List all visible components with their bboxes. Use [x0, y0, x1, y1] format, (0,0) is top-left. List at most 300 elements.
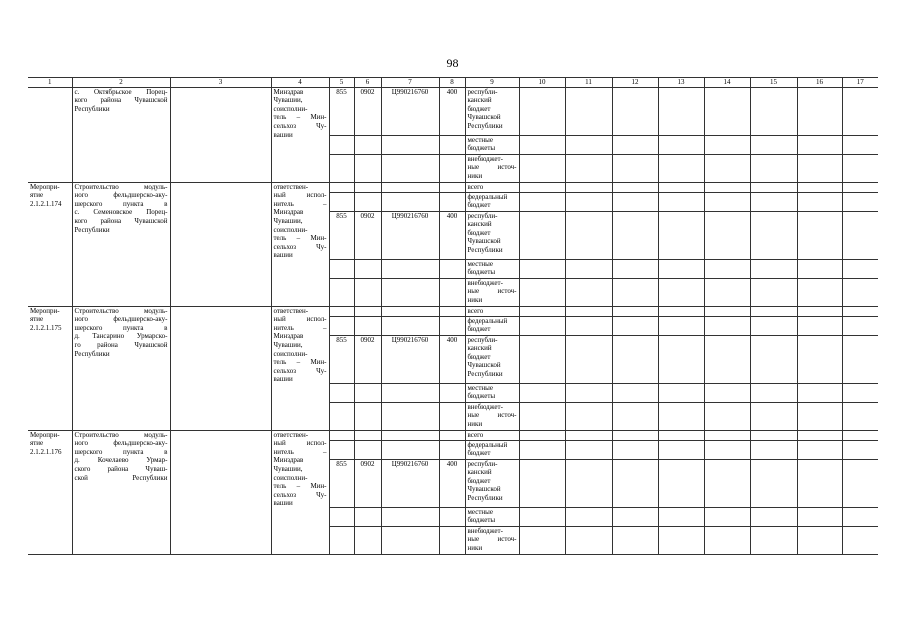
value-cell	[519, 430, 565, 440]
vr-code-cell: 400	[439, 211, 465, 259]
cell-line: Республики	[74, 104, 110, 113]
cell-line: ный испол-	[273, 439, 327, 448]
cell-line: ятие	[30, 315, 44, 324]
value-cell	[704, 135, 750, 154]
column-number: 4	[271, 78, 329, 88]
cell-line: вашии	[273, 130, 293, 139]
value-cell	[658, 316, 704, 335]
csr-code-cell	[381, 316, 439, 335]
funding-source-cell	[465, 87, 519, 135]
value-cell	[519, 526, 565, 554]
cell-line: бюджеты	[467, 516, 496, 525]
cell-line: ный испол-	[273, 315, 327, 324]
funding-source-cell	[465, 259, 519, 278]
column-number: 13	[658, 78, 704, 88]
value-cell	[750, 259, 797, 278]
cell-line: тель – Мин-	[273, 113, 327, 122]
value-cell	[565, 316, 612, 335]
csr-code-cell	[381, 259, 439, 278]
cell-line: всего	[467, 306, 484, 315]
value-cell	[565, 259, 612, 278]
cell-line: сельхоз Чу-	[273, 490, 327, 499]
event-name-cell	[72, 306, 170, 430]
cell-line: Строительство модуль-	[74, 182, 168, 191]
funding-source-cell	[465, 459, 519, 507]
value-cell	[612, 211, 658, 259]
empty-cell	[170, 306, 271, 430]
value-cell	[797, 87, 842, 135]
value-cell	[797, 383, 842, 402]
cell-line: ской Республики	[74, 473, 168, 482]
rzpr-code-cell	[354, 259, 381, 278]
value-cell	[750, 440, 797, 459]
cell-line: соисполни-	[273, 473, 308, 482]
cell-line: местные	[467, 259, 493, 268]
cell-line: бюджет	[467, 476, 491, 485]
value-cell	[704, 440, 750, 459]
value-cell	[797, 459, 842, 507]
value-cell	[704, 526, 750, 554]
value-cell	[612, 306, 658, 316]
cell-line: ники	[467, 543, 483, 552]
cell-line: ные источ-	[467, 163, 517, 172]
cell-line: Строительство модуль-	[74, 430, 168, 439]
value-cell	[797, 182, 842, 192]
value-cell	[565, 440, 612, 459]
column-number: 2	[72, 78, 170, 88]
rzpr-code-cell	[354, 278, 381, 306]
cell-line: Чувашской	[467, 485, 501, 494]
grbs-code-cell	[329, 430, 354, 440]
cell-line: республи-	[467, 87, 498, 96]
cell-line: вашии	[273, 499, 293, 508]
column-number: 15	[750, 78, 797, 88]
cell-line: бюджет	[467, 201, 491, 210]
event-name-cell	[72, 430, 170, 554]
rzpr-code-cell: 0902	[354, 459, 381, 507]
cell-line: федеральный	[467, 192, 508, 201]
vr-code-cell: 400	[439, 459, 465, 507]
cell-line: ные источ-	[467, 287, 517, 296]
column-number: 5	[329, 78, 354, 88]
value-cell	[750, 335, 797, 383]
cell-line: ятие	[30, 191, 44, 200]
cell-line: бюджет	[467, 325, 491, 334]
funding-source-cell	[465, 182, 519, 192]
csr-code-cell	[381, 507, 439, 526]
vr-code-cell	[439, 383, 465, 402]
value-cell	[519, 259, 565, 278]
cell-line: ники	[467, 295, 483, 304]
cell-line: канский	[467, 220, 492, 229]
value-cell	[704, 335, 750, 383]
vr-code-cell	[439, 440, 465, 459]
rzpr-code-cell	[354, 154, 381, 182]
grbs-code-cell: 855	[329, 87, 354, 135]
cell-line: федеральный	[467, 440, 508, 449]
cell-line: вашии	[273, 251, 293, 260]
vr-code-cell	[439, 154, 465, 182]
table-row	[28, 306, 878, 316]
cell-line: канский	[467, 468, 492, 477]
vr-code-cell: 400	[439, 87, 465, 135]
value-cell	[704, 259, 750, 278]
budget-table	[28, 77, 878, 555]
rzpr-code-cell: 0902	[354, 87, 381, 135]
cell-line: нитель –	[273, 323, 327, 332]
cell-line: местные	[467, 383, 493, 392]
value-cell	[612, 507, 658, 526]
value-cell	[565, 192, 612, 211]
value-cell	[658, 259, 704, 278]
value-cell	[797, 402, 842, 430]
cell-line: Чувашской	[467, 237, 501, 246]
value-cell	[750, 459, 797, 507]
cell-line: бюджет	[467, 104, 491, 113]
value-cell	[842, 154, 878, 182]
value-cell	[704, 306, 750, 316]
value-cell	[750, 507, 797, 526]
value-cell	[658, 192, 704, 211]
vr-code-cell: 400	[439, 335, 465, 383]
value-cell	[842, 211, 878, 259]
event-name-cell	[72, 182, 170, 306]
cell-line: нитель –	[273, 199, 327, 208]
value-cell	[658, 335, 704, 383]
csr-code-cell: Ц990216760	[381, 459, 439, 507]
value-cell	[658, 211, 704, 259]
value-cell	[519, 440, 565, 459]
grbs-code-cell: 855	[329, 459, 354, 507]
value-cell	[750, 430, 797, 440]
csr-code-cell	[381, 182, 439, 192]
csr-code-cell: Ц990216760	[381, 335, 439, 383]
cell-line: сельхоз Чу-	[273, 121, 327, 130]
cell-line: внебюджет-	[467, 402, 503, 411]
cell-line: местные	[467, 135, 493, 144]
funding-source-cell	[465, 278, 519, 306]
cell-line: Минздрав	[273, 332, 304, 341]
value-cell	[612, 316, 658, 335]
value-cell	[519, 135, 565, 154]
executor-cell	[271, 306, 329, 430]
cell-line: республи-	[467, 335, 498, 344]
cell-line: сельхоз Чу-	[273, 366, 327, 375]
grbs-code-cell	[329, 440, 354, 459]
column-number: 11	[565, 78, 612, 88]
value-cell	[519, 154, 565, 182]
csr-code-cell	[381, 192, 439, 211]
cell-line: бюджет	[467, 449, 491, 458]
value-cell	[565, 507, 612, 526]
funding-source-cell	[465, 526, 519, 554]
value-cell	[704, 430, 750, 440]
csr-code-cell	[381, 383, 439, 402]
executor-cell	[271, 430, 329, 554]
grbs-code-cell	[329, 259, 354, 278]
cell-line: Меропри-	[30, 306, 60, 315]
event-cell	[28, 87, 72, 182]
vr-code-cell	[439, 306, 465, 316]
value-cell	[842, 459, 878, 507]
value-cell	[842, 526, 878, 554]
cell-line: ный испол-	[273, 191, 327, 200]
value-cell	[612, 430, 658, 440]
cell-line: внебюджет-	[467, 278, 503, 287]
rzpr-code-cell	[354, 383, 381, 402]
value-cell	[750, 182, 797, 192]
column-number: 1	[28, 78, 72, 88]
grbs-code-cell: 855	[329, 211, 354, 259]
value-cell	[519, 306, 565, 316]
value-cell	[797, 316, 842, 335]
value-cell	[797, 430, 842, 440]
value-cell	[842, 507, 878, 526]
value-cell	[797, 278, 842, 306]
value-cell	[519, 507, 565, 526]
value-cell	[565, 402, 612, 430]
column-number: 14	[704, 78, 750, 88]
cell-line: республи-	[467, 459, 498, 468]
value-cell	[704, 154, 750, 182]
funding-source-cell	[465, 507, 519, 526]
cell-line: кого района Чувашской	[74, 96, 168, 105]
rzpr-code-cell	[354, 430, 381, 440]
vr-code-cell	[439, 430, 465, 440]
column-number: 17	[842, 78, 878, 88]
grbs-code-cell	[329, 383, 354, 402]
cell-line: Чувашии,	[273, 340, 303, 349]
value-cell	[797, 211, 842, 259]
value-cell	[842, 402, 878, 430]
column-number: 3	[170, 78, 271, 88]
value-cell	[704, 87, 750, 135]
cell-line: тель – Мин-	[273, 482, 327, 491]
value-cell	[704, 402, 750, 430]
value-cell	[704, 192, 750, 211]
cell-line: Чувашии,	[273, 464, 303, 473]
value-cell	[750, 526, 797, 554]
cell-line: сельхоз Чу-	[273, 242, 327, 251]
csr-code-cell	[381, 154, 439, 182]
cell-line: кого района Чувашской	[74, 216, 168, 225]
empty-cell	[170, 87, 271, 182]
funding-source-cell	[465, 192, 519, 211]
value-cell	[704, 459, 750, 507]
cell-line: ного фельдшерско-аку-	[74, 439, 168, 448]
value-cell	[750, 135, 797, 154]
value-cell	[797, 135, 842, 154]
value-cell	[658, 440, 704, 459]
vr-code-cell	[439, 182, 465, 192]
value-cell	[750, 87, 797, 135]
rzpr-code-cell	[354, 192, 381, 211]
cell-line: го района Чувашской	[74, 340, 168, 349]
value-cell	[519, 211, 565, 259]
value-cell	[797, 335, 842, 383]
table-row	[28, 87, 878, 135]
cell-line: 2.1.2.1.175	[30, 323, 62, 332]
value-cell	[797, 526, 842, 554]
value-cell	[658, 459, 704, 507]
grbs-code-cell	[329, 507, 354, 526]
cell-line: Чувашии,	[273, 216, 303, 225]
event-cell	[28, 182, 72, 306]
cell-line: всего	[467, 430, 484, 439]
value-cell	[565, 182, 612, 192]
value-cell	[842, 306, 878, 316]
funding-source-cell	[465, 306, 519, 316]
table-row	[28, 182, 878, 192]
value-cell	[658, 278, 704, 306]
value-cell	[565, 430, 612, 440]
value-cell	[519, 316, 565, 335]
cell-line: Чувашии,	[273, 96, 303, 105]
cell-line: ного фельдшерско-аку-	[74, 315, 168, 324]
cell-line: с. Октябрьское Порец-	[74, 87, 168, 96]
vr-code-cell	[439, 316, 465, 335]
funding-source-cell	[465, 211, 519, 259]
value-cell	[842, 87, 878, 135]
value-cell	[842, 316, 878, 335]
value-cell	[658, 402, 704, 430]
funding-source-cell	[465, 335, 519, 383]
cell-line: Республики	[467, 493, 503, 502]
rzpr-code-cell	[354, 507, 381, 526]
value-cell	[519, 383, 565, 402]
value-cell	[612, 526, 658, 554]
value-cell	[565, 154, 612, 182]
value-cell	[704, 507, 750, 526]
value-cell	[658, 306, 704, 316]
rzpr-code-cell	[354, 440, 381, 459]
cell-line: соисполни-	[273, 349, 308, 358]
value-cell	[612, 335, 658, 383]
event-cell	[28, 306, 72, 430]
funding-source-cell	[465, 430, 519, 440]
vr-code-cell	[439, 507, 465, 526]
csr-code-cell	[381, 430, 439, 440]
value-cell	[519, 459, 565, 507]
cell-line: Республики	[467, 245, 503, 254]
value-cell	[612, 383, 658, 402]
value-cell	[519, 87, 565, 135]
cell-line: Республики	[467, 121, 503, 130]
cell-line: бюджеты	[467, 268, 496, 277]
value-cell	[704, 278, 750, 306]
value-cell	[612, 192, 658, 211]
csr-code-cell	[381, 440, 439, 459]
funding-source-cell	[465, 402, 519, 430]
cell-line: всего	[467, 182, 484, 191]
cell-line: тель – Мин-	[273, 234, 327, 243]
value-cell	[797, 192, 842, 211]
value-cell	[658, 507, 704, 526]
vr-code-cell	[439, 192, 465, 211]
value-cell	[612, 440, 658, 459]
csr-code-cell	[381, 526, 439, 554]
cell-line: Республики	[74, 349, 110, 358]
value-cell	[519, 402, 565, 430]
cell-line: шерского пункта в	[74, 199, 168, 208]
cell-line: ответствен-	[273, 430, 309, 439]
cell-line: ные источ-	[467, 535, 517, 544]
column-number: 16	[797, 78, 842, 88]
value-cell	[612, 87, 658, 135]
value-cell	[704, 211, 750, 259]
value-cell	[797, 154, 842, 182]
cell-line: ского района Чуваш-	[74, 464, 168, 473]
value-cell	[658, 182, 704, 192]
csr-code-cell	[381, 306, 439, 316]
executor-cell	[271, 87, 329, 182]
cell-line: Минздрав	[273, 208, 304, 217]
value-cell	[797, 259, 842, 278]
cell-line: с. Семеновское Порец-	[74, 208, 168, 217]
cell-line: вашии	[273, 375, 293, 384]
value-cell	[797, 507, 842, 526]
column-number: 12	[612, 78, 658, 88]
grbs-code-cell	[329, 135, 354, 154]
grbs-code-cell: 855	[329, 335, 354, 383]
rzpr-code-cell: 0902	[354, 211, 381, 259]
value-cell	[750, 192, 797, 211]
grbs-code-cell	[329, 154, 354, 182]
value-cell	[704, 383, 750, 402]
cell-line: 2.1.2.1.176	[30, 447, 62, 456]
empty-cell	[170, 430, 271, 554]
cell-line: Минздрав	[273, 456, 304, 465]
cell-line: ники	[467, 419, 483, 428]
column-number: 6	[354, 78, 381, 88]
value-cell	[565, 278, 612, 306]
value-cell	[704, 316, 750, 335]
csr-code-cell: Ц990216760	[381, 211, 439, 259]
value-cell	[565, 135, 612, 154]
value-cell	[842, 182, 878, 192]
cell-line: Строительство модуль-	[74, 306, 168, 315]
vr-code-cell	[439, 278, 465, 306]
cell-line: 2.1.2.1.174	[30, 199, 62, 208]
value-cell	[612, 259, 658, 278]
value-cell	[658, 383, 704, 402]
value-cell	[565, 211, 612, 259]
value-cell	[612, 402, 658, 430]
cell-line: тель – Мин-	[273, 358, 327, 367]
event-name-cell	[72, 87, 170, 182]
value-cell	[842, 335, 878, 383]
cell-line: д. Тансарино Урмарско-	[74, 332, 168, 341]
value-cell	[612, 154, 658, 182]
cell-line: бюджет	[467, 228, 491, 237]
cell-line: нитель –	[273, 447, 327, 456]
cell-line: Чувашской	[467, 361, 501, 370]
cell-line: Республики	[467, 369, 503, 378]
vr-code-cell	[439, 135, 465, 154]
cell-line: внебюджет-	[467, 154, 503, 163]
value-cell	[612, 459, 658, 507]
funding-source-cell	[465, 316, 519, 335]
cell-line: бюджет	[467, 352, 491, 361]
cell-line: соисполни-	[273, 225, 308, 234]
event-cell	[28, 430, 72, 554]
value-cell	[519, 335, 565, 383]
value-cell	[565, 335, 612, 383]
value-cell	[797, 306, 842, 316]
funding-source-cell	[465, 154, 519, 182]
vr-code-cell	[439, 402, 465, 430]
value-cell	[842, 278, 878, 306]
